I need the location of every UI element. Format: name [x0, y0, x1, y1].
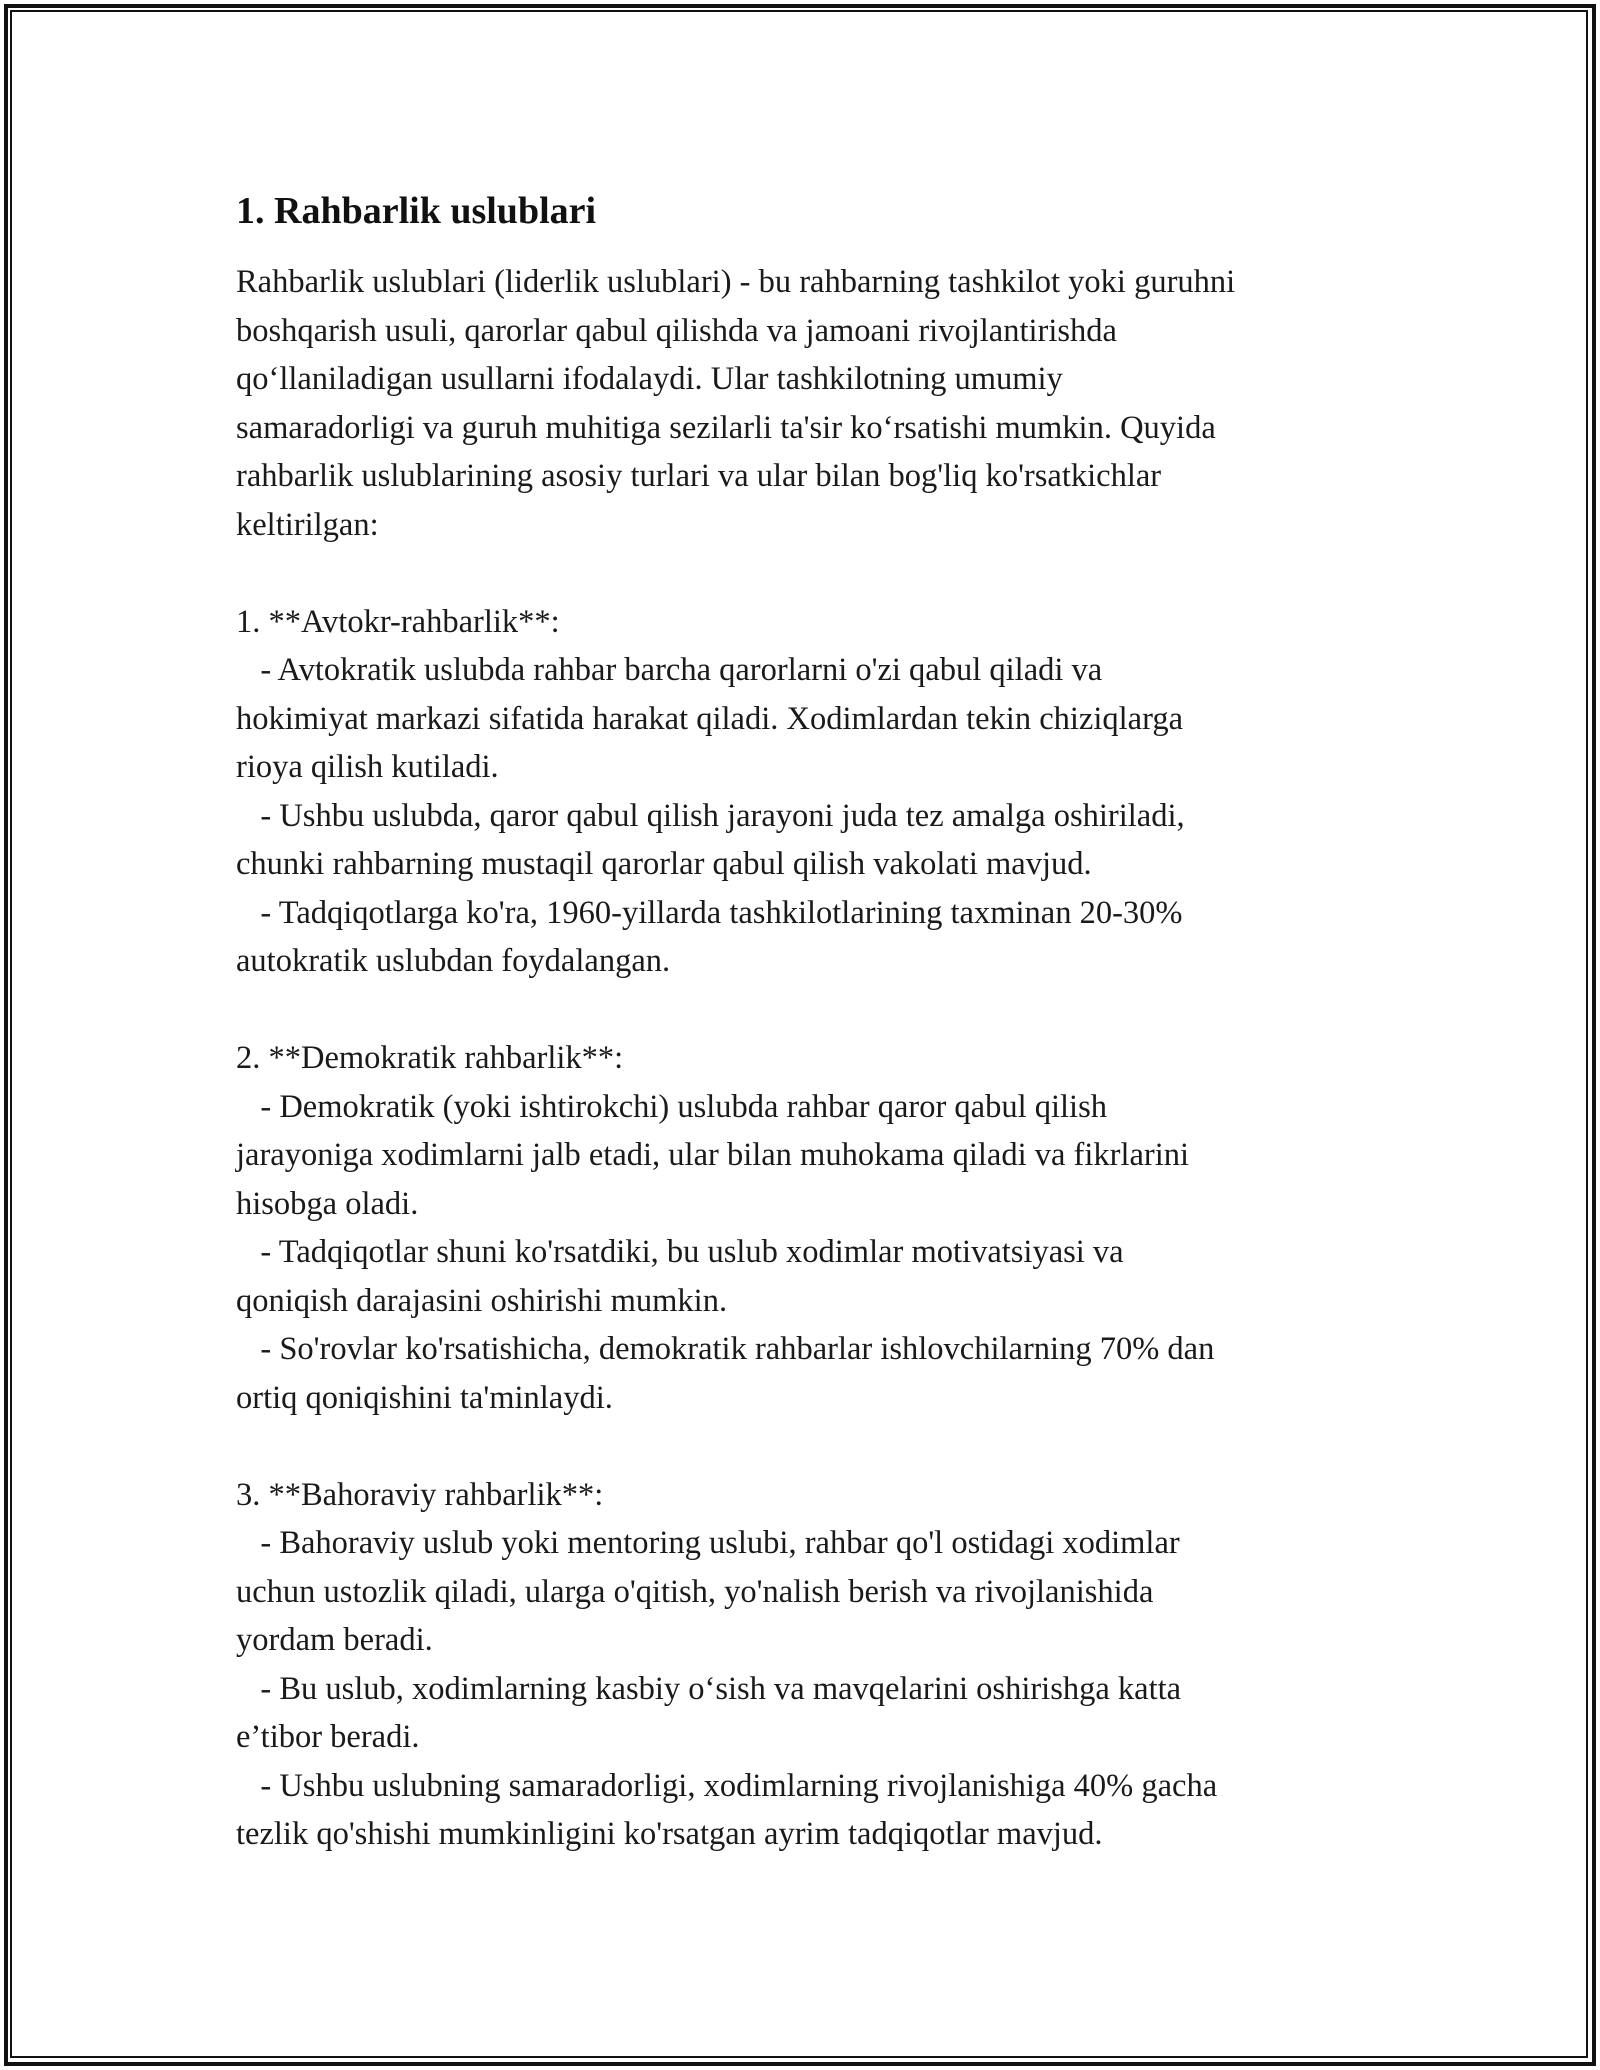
document-page [236, 188, 1376, 1859]
section-body-text: Rahbarlik uslublari (liderlik uslublari) - bu rahbarning tashkilot yoki guruhni boshqarish usuli, qarorlar qabul qilishda va jamoani rivojlantirishda qo‘llaniladigan usullarni ifodalaydi. Ular tashkilotning umumiy samaradorligi va guruh muhitiga sezilarli ta'sir ko‘rsatishi mumkin. Quyida rahbarlik uslublarining asosiy turlari va ular bilan bog'liq ko'rsatkichlar keltirilgan: 1. **Avtokr-rahbarlik**: - Avtokratik uslubda rahbar barcha qarorlarni o'zi qabul qiladi va hokimiyat markazi sifatida harakat qiladi. Xodimlardan tekin chiziqlarga rioya qilish kutiladi. - Ushbu uslubda, qaror qabul qilish jarayoni juda tez amalga oshiriladi, chunki rahbarning mustaqil qarorlar qabul qilish vakolati mavjud. - Tadqiqotlarga ko'ra, 1960-yillarda tashkilotlarining taxminan 20-30% autokratik uslubdan foydalangan. 2. **Demokratik rahbarlik**: - Demokratik (yoki ishtirokchi) uslubda rahbar qaror qabul qilish jarayoniga xodimlarni jalb etadi, ular bilan muhokama qiladi va fikrlarini hisobga oladi. - Tadqiqotlar shuni ko'rsatdiki, bu uslub xodimlar motivatsiyasi va qoniqish darajasini oshirishi mumkin. - So'rovlar ko'rsatishicha, demokratik rahbarlar ishlovchilarning 70% dan ortiq qoniqishini ta'minlaydi. 3. **Bahoraviy rahbarlik**: - Bahoraviy uslub yoki mentoring uslubi, rahbar qo'l ostidagi xodimlar uchun ustozlik qiladi, ularga o'qitish, yo'nalish berish va rivojlanishida yordam beradi. - Bu uslub, xodimlarning kasbiy o‘sish va mavqelarini oshirishga katta e’tibor beradi. - Ushbu uslubning samaradorligi, xodimlarning rivojlanishiga 40% gacha tezlik qo'shishi mumkinligini ko'rsatgan ayrim tadqiqotlar mavjud. [236, 264, 1236, 1852]
section-heading: 1. Rahbarlik uslublari [236, 190, 597, 232]
